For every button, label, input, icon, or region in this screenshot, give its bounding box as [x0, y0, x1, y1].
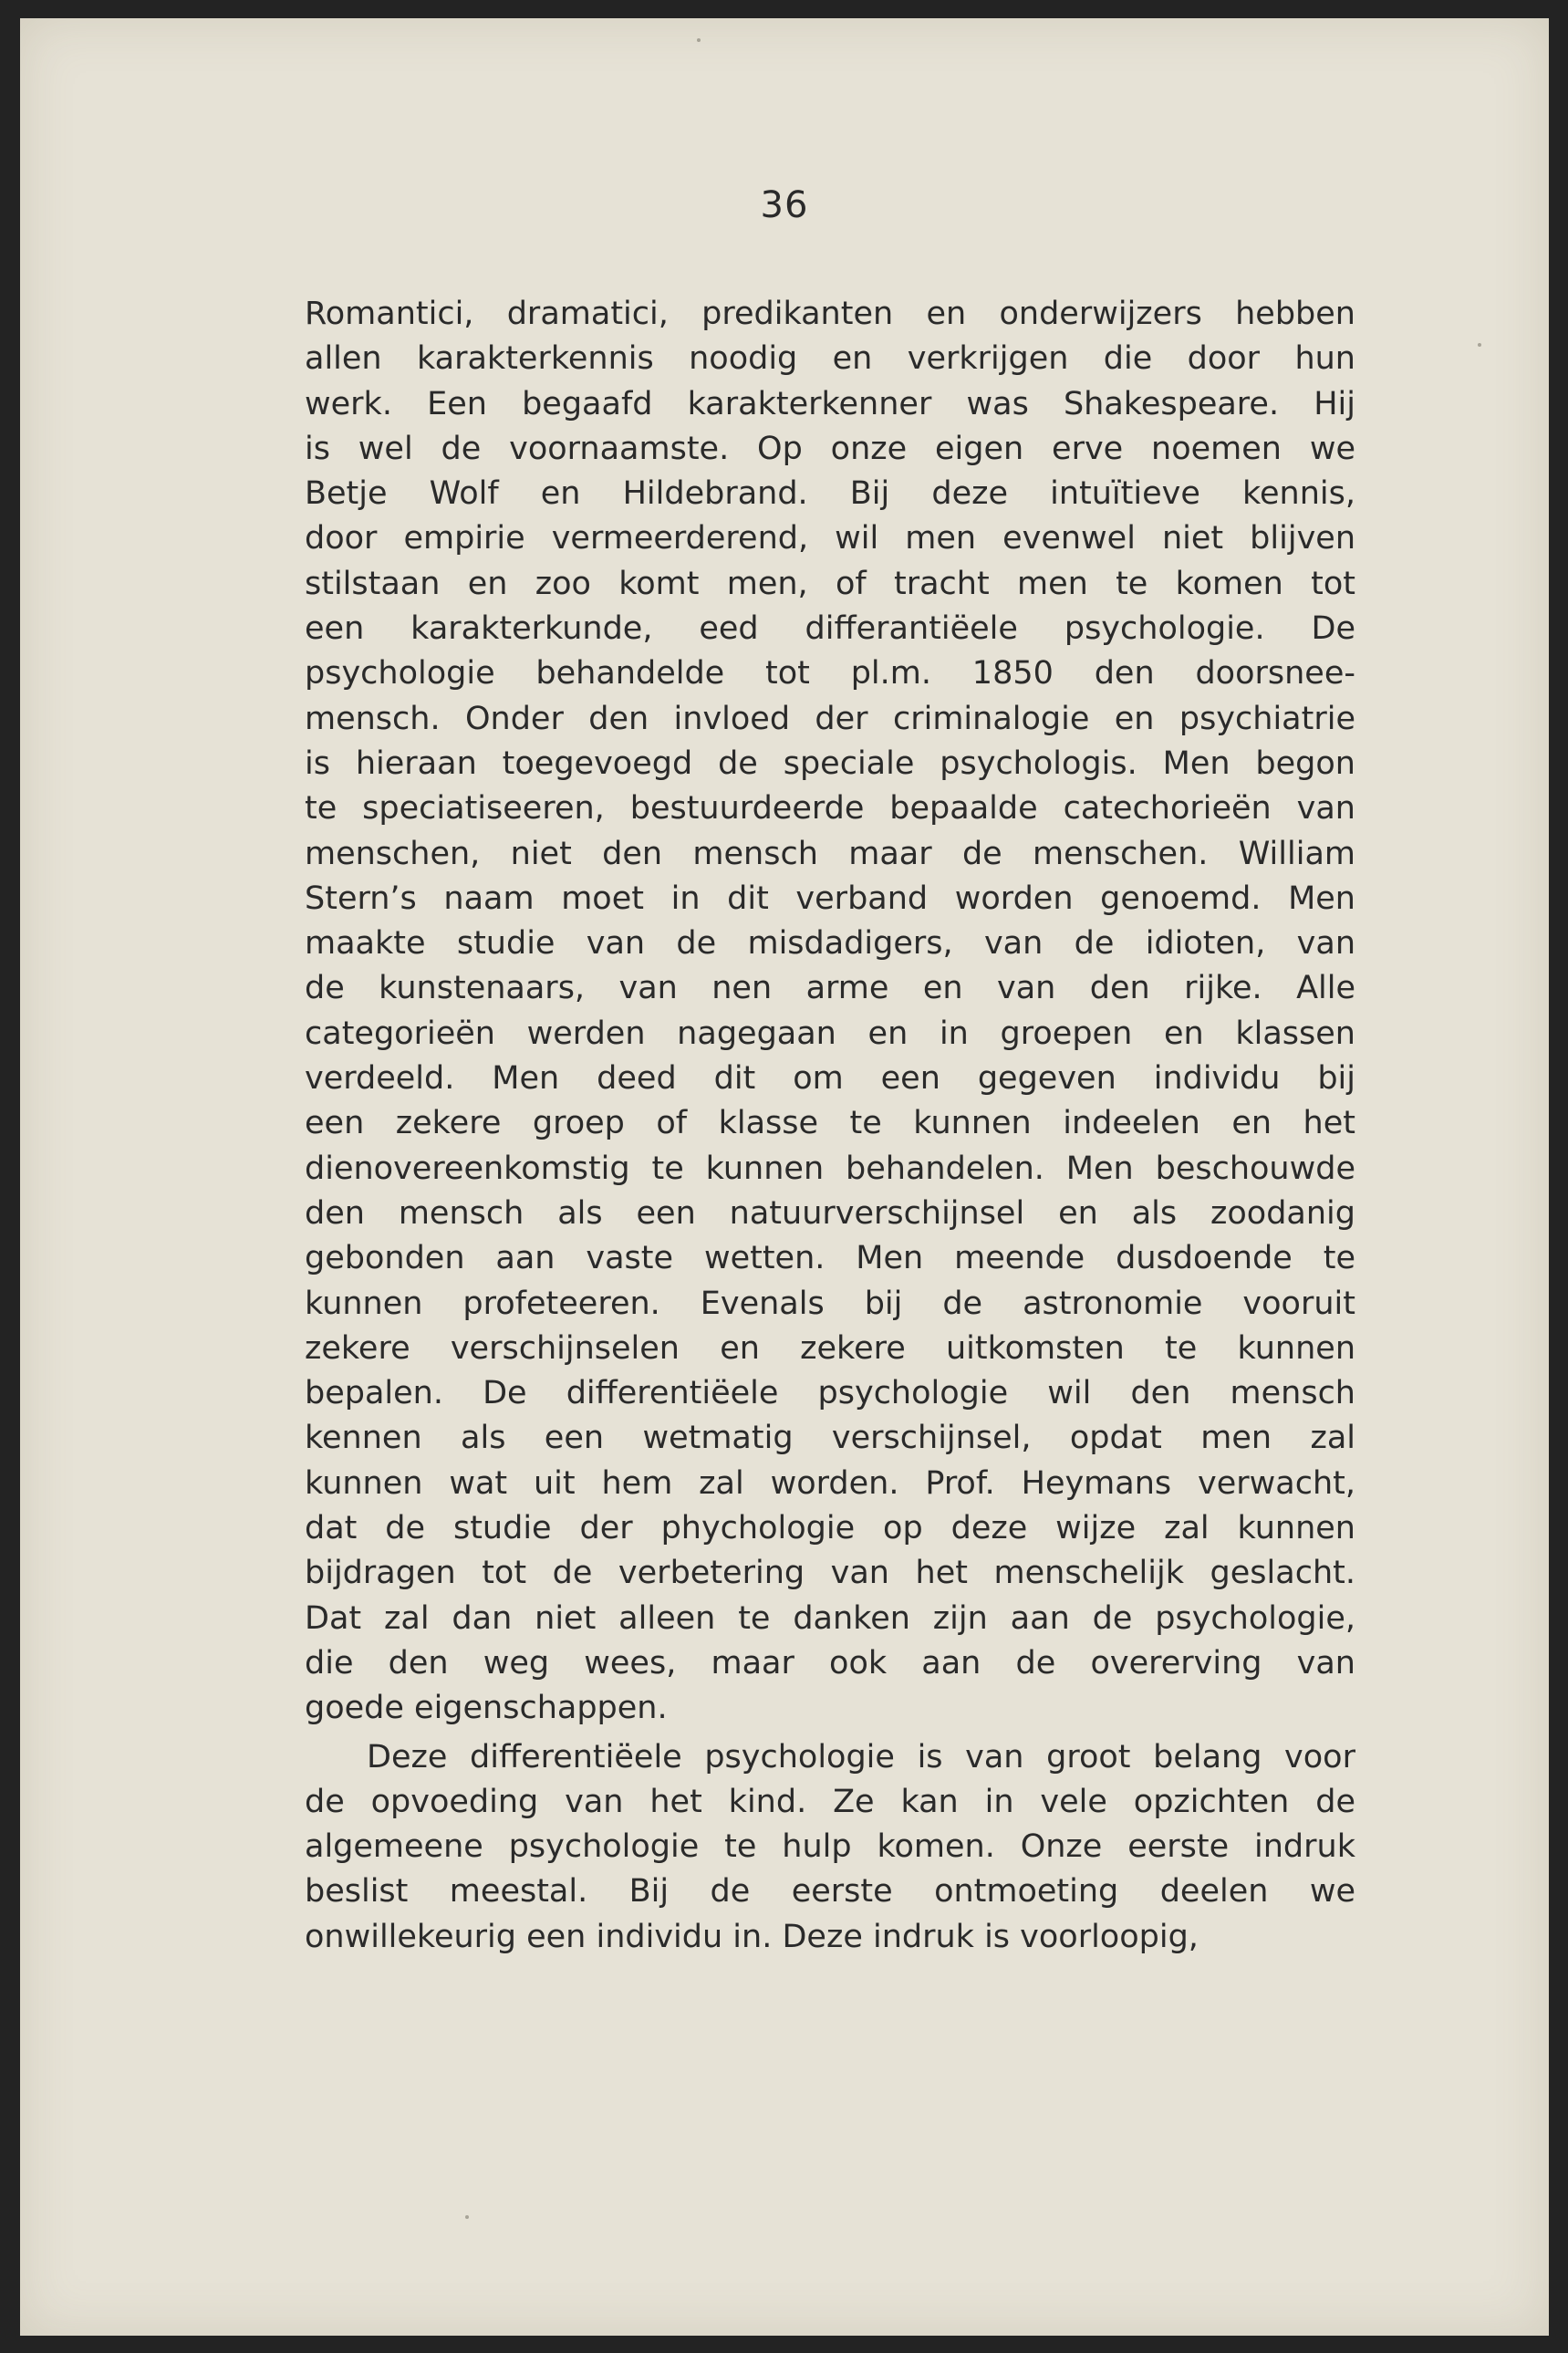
text-line: Stern’s naam moet in dit verband worden genoemd. Men [305, 880, 1355, 917]
text-line: kunnen profeteeren. Evenals bij de astronomie vooruit [305, 1285, 1355, 1322]
text-line: maakte studie van de misdadigers, van de idioten, van [305, 925, 1355, 963]
text-line: mensch. Onder den invloed der criminalogie en psychiatrie [305, 700, 1355, 737]
text-line: bijdragen tot de verbetering van het menschelijk geslacht. [305, 1555, 1355, 1592]
paper-speck [465, 2215, 469, 2219]
text-line: verdeeld. Men deed dit om een gegeven individu bij [305, 1060, 1355, 1098]
text-line: categorieën werden nagegaan en in groepen en klassen [305, 1015, 1355, 1052]
book-page [20, 18, 1549, 2336]
text-line: die den weg wees, maar ook aan de overerving van [305, 1644, 1355, 1681]
text-line: psychologie behandelde tot pl.m. 1850 den doorsnee- [305, 655, 1355, 692]
text-line: kunnen wat uit hem zal worden. Prof. Heymans verwacht, [305, 1464, 1355, 1502]
text-line: dat de studie der phychologie op deze wijze zal kunnen [305, 1510, 1355, 1547]
text-line: bepalen. De differentiëele psychologie wil den mensch [305, 1375, 1355, 1412]
text-line: Dat zal dan niet alleen te danken zijn aan de psychologie, [305, 1599, 1355, 1637]
text-line: is hieraan toegevoegd de speciale psychologis. Men begon [305, 744, 1355, 782]
text-line: door empirie vermeerderend, wil men evenwel niet blijven [305, 520, 1355, 557]
page-number: 36 [760, 184, 809, 226]
text-line: kennen als een wetmatig verschijnsel, opdat men zal [305, 1420, 1355, 1457]
text-line: werk. Een begaafd karakterkenner was Shakespeare. Hij [305, 385, 1355, 422]
text-line: is wel de voornaamste. Op onze eigen erve noemen we [305, 430, 1355, 467]
text-line: beslist meestal. Bij de eerste ontmoeting deelen we [305, 1873, 1355, 1911]
body-text [305, 292, 1355, 1960]
text-line: zekere verschijnselen en zekere uitkomsten te kunnen [305, 1329, 1355, 1367]
text-line: een karakterkunde, eed differantiëele psychologie. De [305, 610, 1355, 648]
text-line: gebonden aan vaste wetten. Men meende dusdoende te [305, 1240, 1355, 1277]
paper-speck [1478, 343, 1481, 347]
text-line: onwillekeurig een individu in. Deze indruk is voorloopig, [305, 1918, 1199, 1955]
text-line: allen karakterkennis noodig en verkrijgen die door hun [305, 340, 1355, 378]
text-line: Deze differentiëele psychologie is van groot belang voor [367, 1738, 1355, 1775]
text-line: Romantici, dramatici, predikanten en onderwijzers hebben [305, 296, 1355, 332]
text-line: te speciatiseeren, bestuurdeerde bepaalde catechorieën van [305, 790, 1355, 828]
text-line: den mensch als een natuurverschijnsel en als zoodanig [305, 1194, 1355, 1232]
text-line: algemeene psychologie te hulp komen. Onze eerste indruk [305, 1828, 1355, 1866]
text-line: goede eigenschappen. [305, 1690, 668, 1727]
text-line: Betje Wolf en Hildebrand. Bij deze intuïtieve kennis, [305, 475, 1355, 513]
text-line: stilstaan en zoo komt men, of tracht men te komen tot [305, 565, 1355, 602]
paragraph [305, 292, 1355, 1732]
paper-speck [697, 38, 701, 42]
text-line: de kunstenaars, van nen arme en van den rijke. Alle [305, 970, 1355, 1007]
text-line: de opvoeding van het kind. Ze kan in vele opzichten de [305, 1783, 1355, 1820]
text-line: dienovereenkomstig te kunnen behandelen. Men beschouwde [305, 1150, 1355, 1187]
paragraph [305, 1735, 1355, 1960]
text-line: menschen, niet den mensch maar de menschen. William [305, 835, 1355, 872]
text-line: een zekere groep of klasse te kunnen indeelen en het [305, 1105, 1355, 1142]
